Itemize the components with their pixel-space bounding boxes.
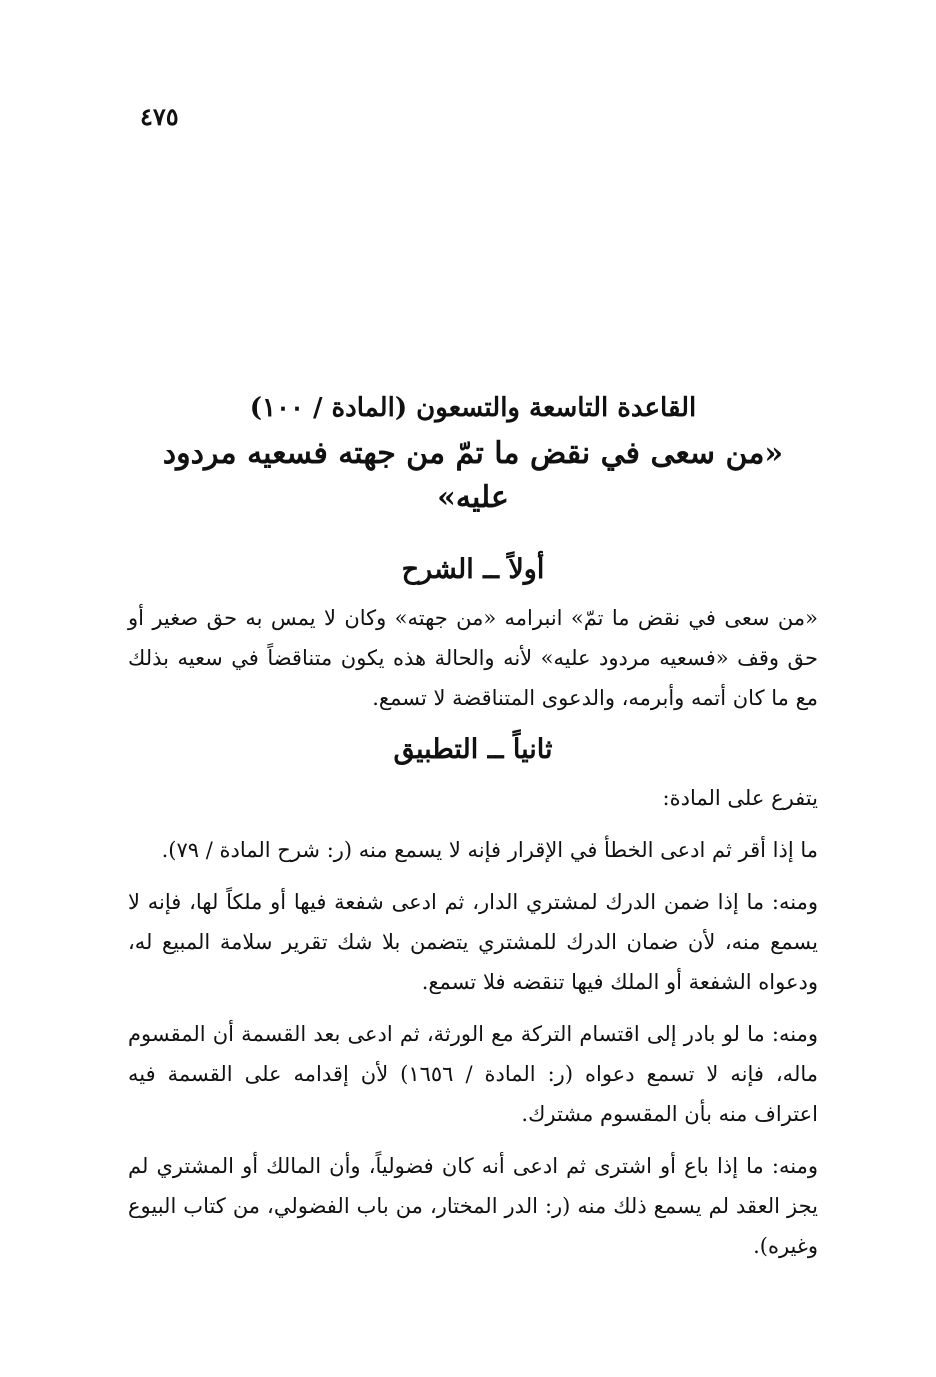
explanation-paragraph: «من سعى في نقض ما تمّ» انبرامه «من جهته» وكان لا يمس به حق صغير أو حق وقف «فسعيه مردود عليه» لأنه والحالة هذه يكون متناقضاً في سعيه بذلك مع ما كان أتمه وأبرمه، والدعوى المتناقضة لا تسمع. <box>128 606 819 710</box>
application-intro: يتفرع على المادة: <box>662 786 818 810</box>
application-item: ومنه: ما إذا باع أو اشترى ثم ادعى أنه كان فضولياً، وأن المالك أو المشتري لم يجز العقد لم يسمع ذلك منه (ر: الدر المختار، من باب الفضولي، من كتاب البيوع وغيره). <box>128 1154 818 1258</box>
application-item: ومنه: ما إذا ضمن الدرك لمشتري الدار، ثم ادعى شفعة فيها أو ملكاً لها، فإنه لا يسمع منه، لأن ضمان الدرك للمشتري يتضمن بلا شك تقرير سلامة المبيع له، ودعواه الشفعة أو الملك فيها تنقضه فلا تسمع. <box>128 890 818 994</box>
application-item: ومنه: ما لو بادر إلى اقتسام التركة مع الورثة، ثم ادعى بعد القسمة أن المقسوم ماله، فإنه لا تسمع دعواه (ر: المادة / ١٦٥٦) لأن إقدامه على القسمة فيه اعتراف منه بأن المقسوم مشترك. <box>128 1022 818 1126</box>
page-number: ٤٧٥ <box>140 102 179 131</box>
rule-quote: «من سعى في نقض ما تمّ من جهته فسعيه مردود عليه» <box>162 436 784 515</box>
section-heading-application: ثانياً ــ التطبيق <box>393 734 553 765</box>
page-content <box>128 388 818 1266</box>
application-item: ما إذا أقر ثم ادعى الخطأ في الإقرار فإنه لا يسمع منه (ر: شرح المادة / ٧٩). <box>161 838 818 862</box>
rule-title: القاعدة التاسعة والتسعون (المادة / ١٠٠) <box>249 393 697 423</box>
section-heading-explanation: أولاً ــ الشرح <box>401 554 545 585</box>
